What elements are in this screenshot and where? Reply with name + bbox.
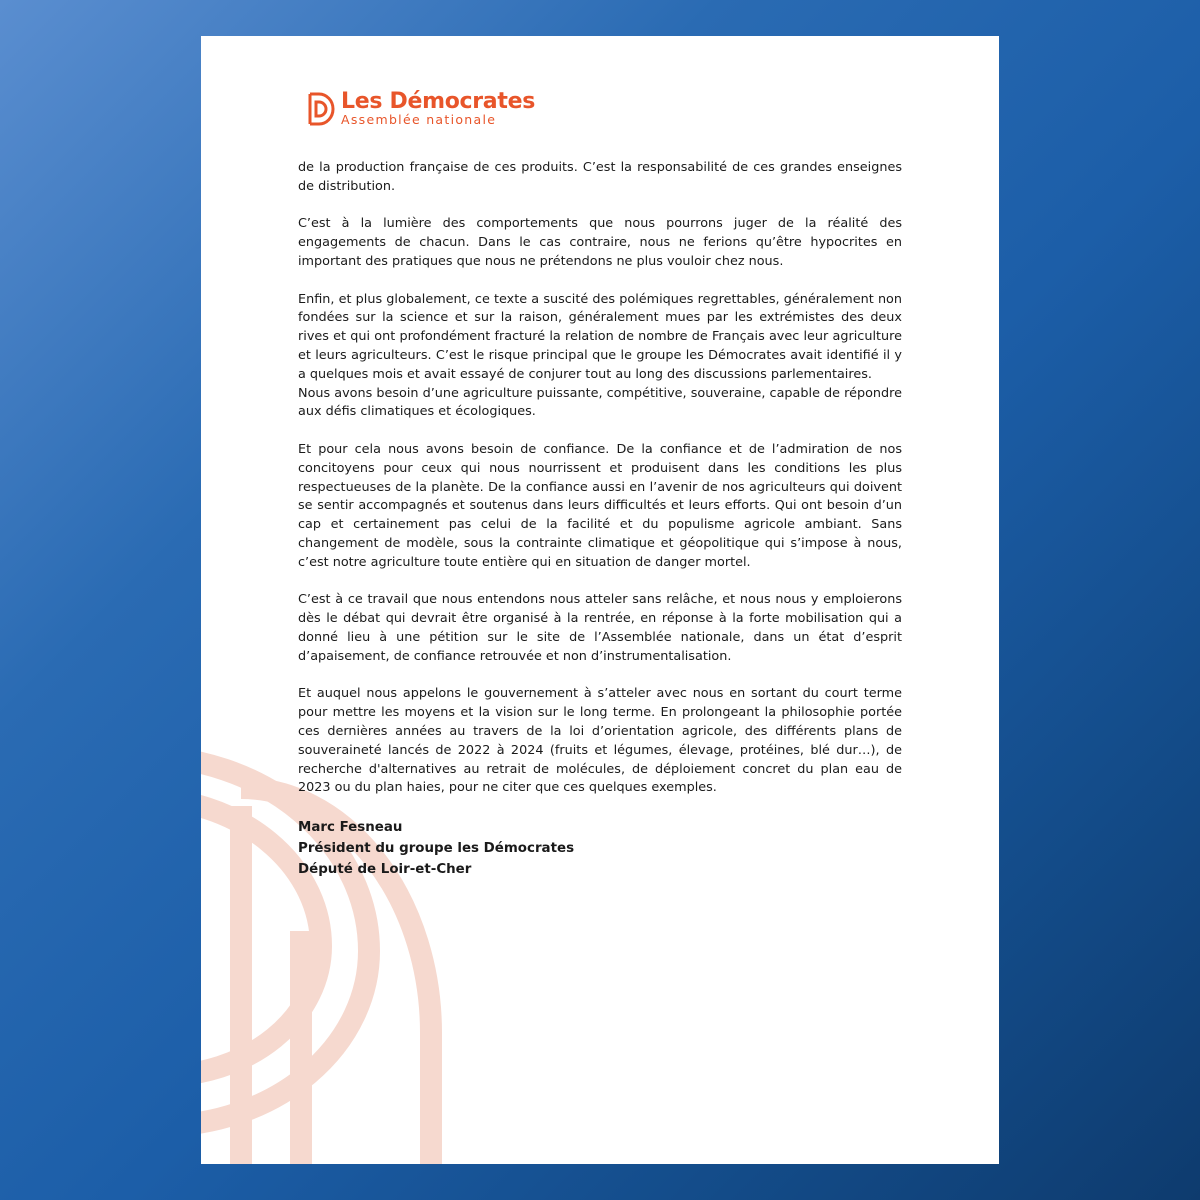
paragraph: C’est à ce travail que nous entendons nous atteler sans relâche, et nous nous y emploierons dès le débat qui devrait être organisé à la rentrée, en réponse à la forte mobilisation qui a donné lieu à une pétition sur le site de l’Assemblée nationale, dans un état d’esprit d’apaisement, de confiance retrouvée et non d’instrumentalisation.	[298, 592, 902, 664]
paragraph: C’est à la lumière des comportements que nous pourrons juger de la réalité des engagements de chacun. Dans le cas contraire, nous ne ferions qu’être hypocrites en important des pratiques que nous ne prétendons ne plus vouloir chez nous.	[298, 216, 902, 269]
paragraph: de la production française de ces produits. C’est la responsabilité de ces grandes enseignes de distribution.	[298, 160, 902, 194]
signature-role: Président du groupe les Démocrates	[298, 840, 575, 856]
letter-body	[298, 159, 902, 880]
document-page	[201, 36, 999, 1164]
d-monogram-icon	[307, 91, 337, 127]
logo-title: Les Démocrates	[341, 89, 535, 115]
logo	[307, 88, 535, 130]
paragraph: Enfin, et plus globalement, ce texte a suscité des polémiques regrettables, généralement non fondées sur la science et sur la raison, généralement mues par les extrémistes des deux rives et qui ont profondément fracturé la relation de nombre de Français avec leur agriculture et leurs agriculteurs. C’est le risque principal que le groupe les Démocrates avait identifié il y a quelques mois et avait essayé de conjurer tout au long des discussions parlementaires.	[298, 291, 902, 382]
logo-subtitle: Assemblée nationale	[341, 112, 497, 128]
signature-constituency: Député de Loir-et-Cher	[298, 861, 472, 877]
signature-name: Marc Fesneau	[298, 819, 403, 835]
signature-block	[298, 817, 902, 880]
paragraph: Nous avons besoin d’une agriculture puissante, compétitive, souveraine, capable de répondre aux défis climatiques et écologiques.	[298, 385, 902, 420]
paragraph: Et auquel nous appelons le gouvernement à s’atteler avec nous en sortant du court terme pour mettre les moyens et la vision sur le long terme. En prolongeant la philosophie portée ces dernières années au travers de la loi d’orientation agricole, des différents plans de souveraineté lancés de 2022 à 2024 (fruits et légumes, élevage, protéines, blé dur…), de recherche d'alternatives au retrait de molécules, de déploiement concret du plan eau de 2023 ou du plan haies, pour ne citer que ces quelques exemples.	[298, 686, 902, 796]
paragraph: Et pour cela nous avons besoin de confiance. De la confiance et de l’admiration de nos concitoyens pour ceux qui nous nourrissent et produisent dans les conditions les plus respectueuses de la planète. De la confiance aussi en l’avenir de nos agriculteurs qui doivent se sentir accompagnés et soutenus dans leurs difficultés et leurs efforts. Qui ont besoin d’un cap et certainement pas celui de la facilité et du populisme agricole ambiant. Sans changement de modèle, sous la contrainte climatique et géopolitique qui s’impose à nous, c’est notre agriculture toute entière qui en situation de danger mortel.	[298, 441, 902, 570]
